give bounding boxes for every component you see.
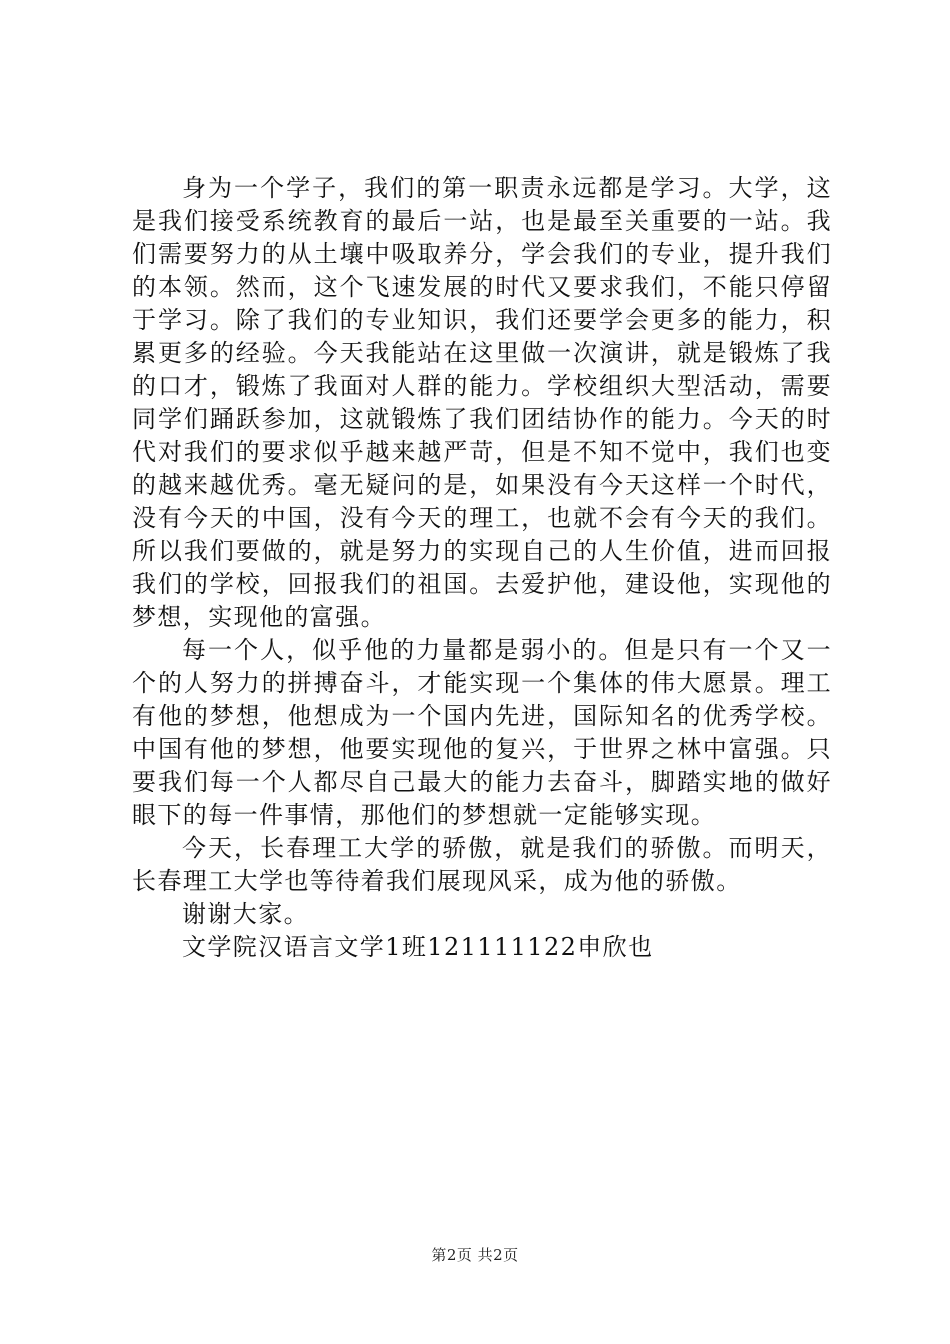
- paragraph-3: 今天，长春理工大学的骄傲，就是我们的骄傲。而明天，长春理工大学也等待着我们展现风采，成为他的骄傲。: [132, 834, 832, 895]
- page-footer: [0, 1244, 950, 1265]
- page-number-label: 第2页 共2页: [431, 1246, 519, 1264]
- paragraph-1: 身为一个学子，我们的第一职责永远都是学习。大学，这是我们接受系统教育的最后一站，也是最至关重要的一站。我们需要努力的从土壤中吸取养分，学会我们的专业，提升我们的本领。然而，这个飞速发展的时代又要求我们，不能只停留于学习。除了我们的专业知识，我们还要学会更多的能力，积累更多的经验。今天我能站在这里做一次演讲，就是锻炼了我的口才，锻炼了我面对人群的能力。学校组织大型活动，需要同学们踊跃参加，这就锻炼了我们团结协作的能力。今天的时代对我们的要求似乎越来越严苛，但是不知不觉中，我们也变的越来越优秀。毫无疑问的是，如果没有今天这样一个时代，没有今天的中国，没有今天的理工，也就不会有今天的我们。所以我们要做的，就是努力的实现自己的人生价值，进而回报我们的学校，回报我们的祖国。去爱护他，建设他，实现他的梦想，实现他的富强。: [132, 174, 832, 631]
- author-signature-line: 文学院汉语言文学1班121111122申欣也: [182, 933, 654, 961]
- paragraph-2: 每一个人，似乎他的力量都是弱小的。但是只有一个又一个的人努力的拼搏奋斗，才能实现一个集体的伟大愿景。理工有他的梦想，他想成为一个国内先进，国际知名的优秀学校。中国有他的梦想，他要实现他的复兴，于世界之林中富强。只要我们每一个人都尽自己最大的能力去奋斗，脚踏实地的做好眼下的每一件事情，那他们的梦想就一定能够实现。: [132, 636, 832, 829]
- closing-thanks: 谢谢大家。: [182, 900, 309, 928]
- document-body: [132, 172, 832, 964]
